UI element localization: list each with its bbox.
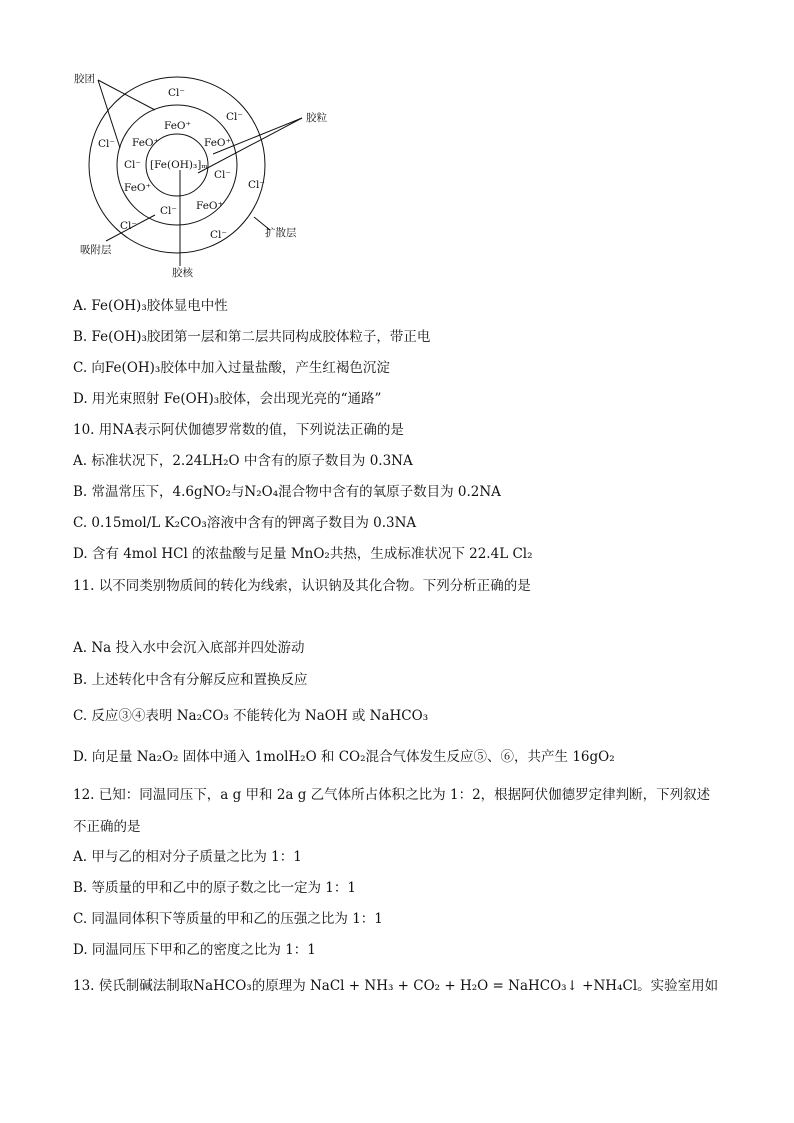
- q11-stem: 11. 以不同类别物质间的转化为线索，认识钠及其化合物。下列分析正确的是: [73, 578, 531, 594]
- q9-option-c: C. 向Fe(OH)₃胶体中加入过量盐酸，产生红褐色沉淀: [73, 360, 390, 376]
- q12-stem-line1: 12. 已知：同温同压下，a g 甲和 2a g 乙气体所占体积之比为 1：2，根据阿伏伽德罗定律判断，下列叙述: [73, 787, 711, 803]
- q11-option-b: B. 上述转化中含有分解反应和置换反应: [73, 672, 308, 688]
- ion-cl: Cl⁻: [214, 169, 231, 181]
- ion-cl: Cl⁻: [98, 138, 115, 150]
- q10-option-d: D. 含有 4mol HCl 的浓盐酸与足量 MnO₂共热，生成标准状况下 22.4L Cl₂: [73, 546, 533, 562]
- ion-feo: FeO⁺: [124, 182, 152, 194]
- ion-feo: FeO⁺: [196, 200, 224, 212]
- q10-option-c: C. 0.15mol/L K₂CO₃溶液中含有的钾离子数目为 0.3NA: [73, 515, 417, 531]
- q12-option-b: B. 等质量的甲和乙中的原子数之比一定为 1：1: [73, 880, 356, 896]
- label-colloid-group: 胶团: [74, 73, 95, 85]
- ion-feo: FeO⁺: [204, 137, 232, 149]
- ion-feo: FeO⁺: [164, 120, 192, 132]
- ion-cl: Cl⁻: [168, 87, 185, 99]
- ion-cl: Cl⁻: [226, 111, 243, 123]
- ion-cl: Cl⁻: [210, 229, 227, 241]
- q12-option-c: C. 同温同体积下等质量的甲和乙的压强之比为 1：1: [73, 911, 383, 927]
- label-adsorption-layer: 吸附层: [80, 244, 112, 256]
- label-colloid-particle: 胶粒: [306, 112, 327, 124]
- ion-cl: Cl⁻: [248, 179, 265, 191]
- q10-stem: 10. 用NA表示阿伏伽德罗常数的值，下列说法正确的是: [73, 422, 404, 438]
- label-diffusion-layer: 扩散层: [265, 227, 297, 239]
- q12-stem-line2: 不正确的是: [73, 819, 141, 835]
- q11-option-c: C. 反应③④表明 Na₂CO₃ 不能转化为 NaOH 或 NaHCO₃: [73, 708, 429, 724]
- q12-option-a: A. 甲与乙的相对分子质量之比为 1：1: [73, 849, 302, 865]
- q12-option-d: D. 同温同压下甲和乙的密度之比为 1：1: [73, 942, 316, 958]
- q11-option-d: D. 向足量 Na₂O₂ 固体中通入 1molH₂O 和 CO₂混合气体发生反应⑤、⑥，共产生 16gO₂: [73, 749, 615, 765]
- q10-option-b: B. 常温常压下，4.6gNO₂与N₂O₄混合物中含有的氧原子数目为 0.2NA: [73, 484, 501, 500]
- ion-cl: Cl⁻: [124, 159, 141, 171]
- label-colloid-core: 胶核: [172, 267, 193, 279]
- q10-option-a: A. 标准状况下，2.24LH₂O 中含有的原子数目为 0.3NA: [73, 453, 413, 469]
- q13-stem: 13. 侯氏制碱法制取NaHCO₃的原理为 NaCl + NH₃ + CO₂ + H₂O = NaHCO₃↓ +NH₄Cl。实验室用如: [73, 978, 719, 994]
- q11-option-a: A. Na 投入水中会沉入底部并四处游动: [73, 640, 305, 656]
- inner-core-formula: [Fe(OH)₃]ₘ: [150, 159, 208, 171]
- q9-option-b: B. Fe(OH)₃胶团第一层和第二层共同构成胶体粒子，带正电: [73, 329, 431, 345]
- q9-option-d: D. 用光束照射 Fe(OH)₃胶体，会出现光亮的“通路”: [73, 391, 382, 407]
- ion-cl: Cl⁻: [120, 220, 137, 232]
- q9-option-a: A. Fe(OH)₃胶体显电中性: [73, 298, 228, 314]
- ion-feo: FeO⁺: [132, 137, 160, 149]
- ion-cl: Cl⁻: [160, 205, 177, 217]
